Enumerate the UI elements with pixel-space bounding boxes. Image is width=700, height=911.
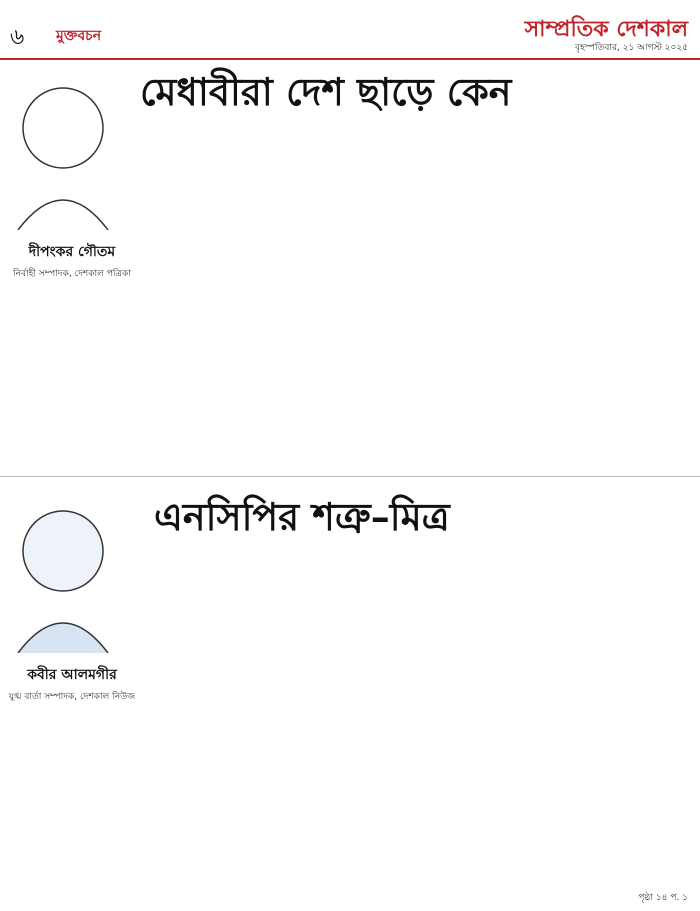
author-title: যুগ্ম বার্তা সম্পাদক, দেশকাল নিউজ — [8, 692, 136, 702]
body-column — [562, 549, 693, 899]
author-name: দীপংকর গৌতম — [28, 244, 116, 260]
masthead: সাম্প্রতিক দেশকাল — [524, 16, 688, 42]
article-headline: মেধাবীরা দেশ ছাড়ে কেন — [140, 69, 512, 114]
author-box — [8, 70, 136, 281]
author-title: নির্বাহী সম্পাদক, দেশকাল পত্রিকা — [13, 269, 131, 279]
author-portrait — [8, 493, 118, 653]
body-column — [421, 549, 552, 899]
article-2 — [0, 476, 700, 911]
author-name: কবীর আলমগীর — [27, 667, 117, 683]
body-column — [140, 549, 271, 899]
article-headline: এনসিপির শত্রু–মিত্র — [154, 494, 450, 539]
body-column — [562, 124, 693, 464]
continued-note: পৃষ্ঠা ১৪ প. ১ — [638, 893, 688, 903]
body-column — [421, 124, 552, 464]
dateline: বৃহস্পতিবার, ২১ আগস্ট ২০২৫ — [574, 43, 688, 53]
body-column — [281, 124, 412, 464]
body-column — [140, 124, 271, 464]
article-body — [140, 124, 692, 464]
page-number: ৬ — [10, 25, 25, 50]
article-1 — [0, 62, 700, 472]
section-tag: মুক্তবচন — [56, 28, 102, 44]
body-column — [281, 549, 412, 899]
page-header — [0, 0, 700, 60]
article-body — [140, 549, 692, 899]
author-box — [8, 493, 136, 704]
author-portrait — [8, 70, 118, 230]
